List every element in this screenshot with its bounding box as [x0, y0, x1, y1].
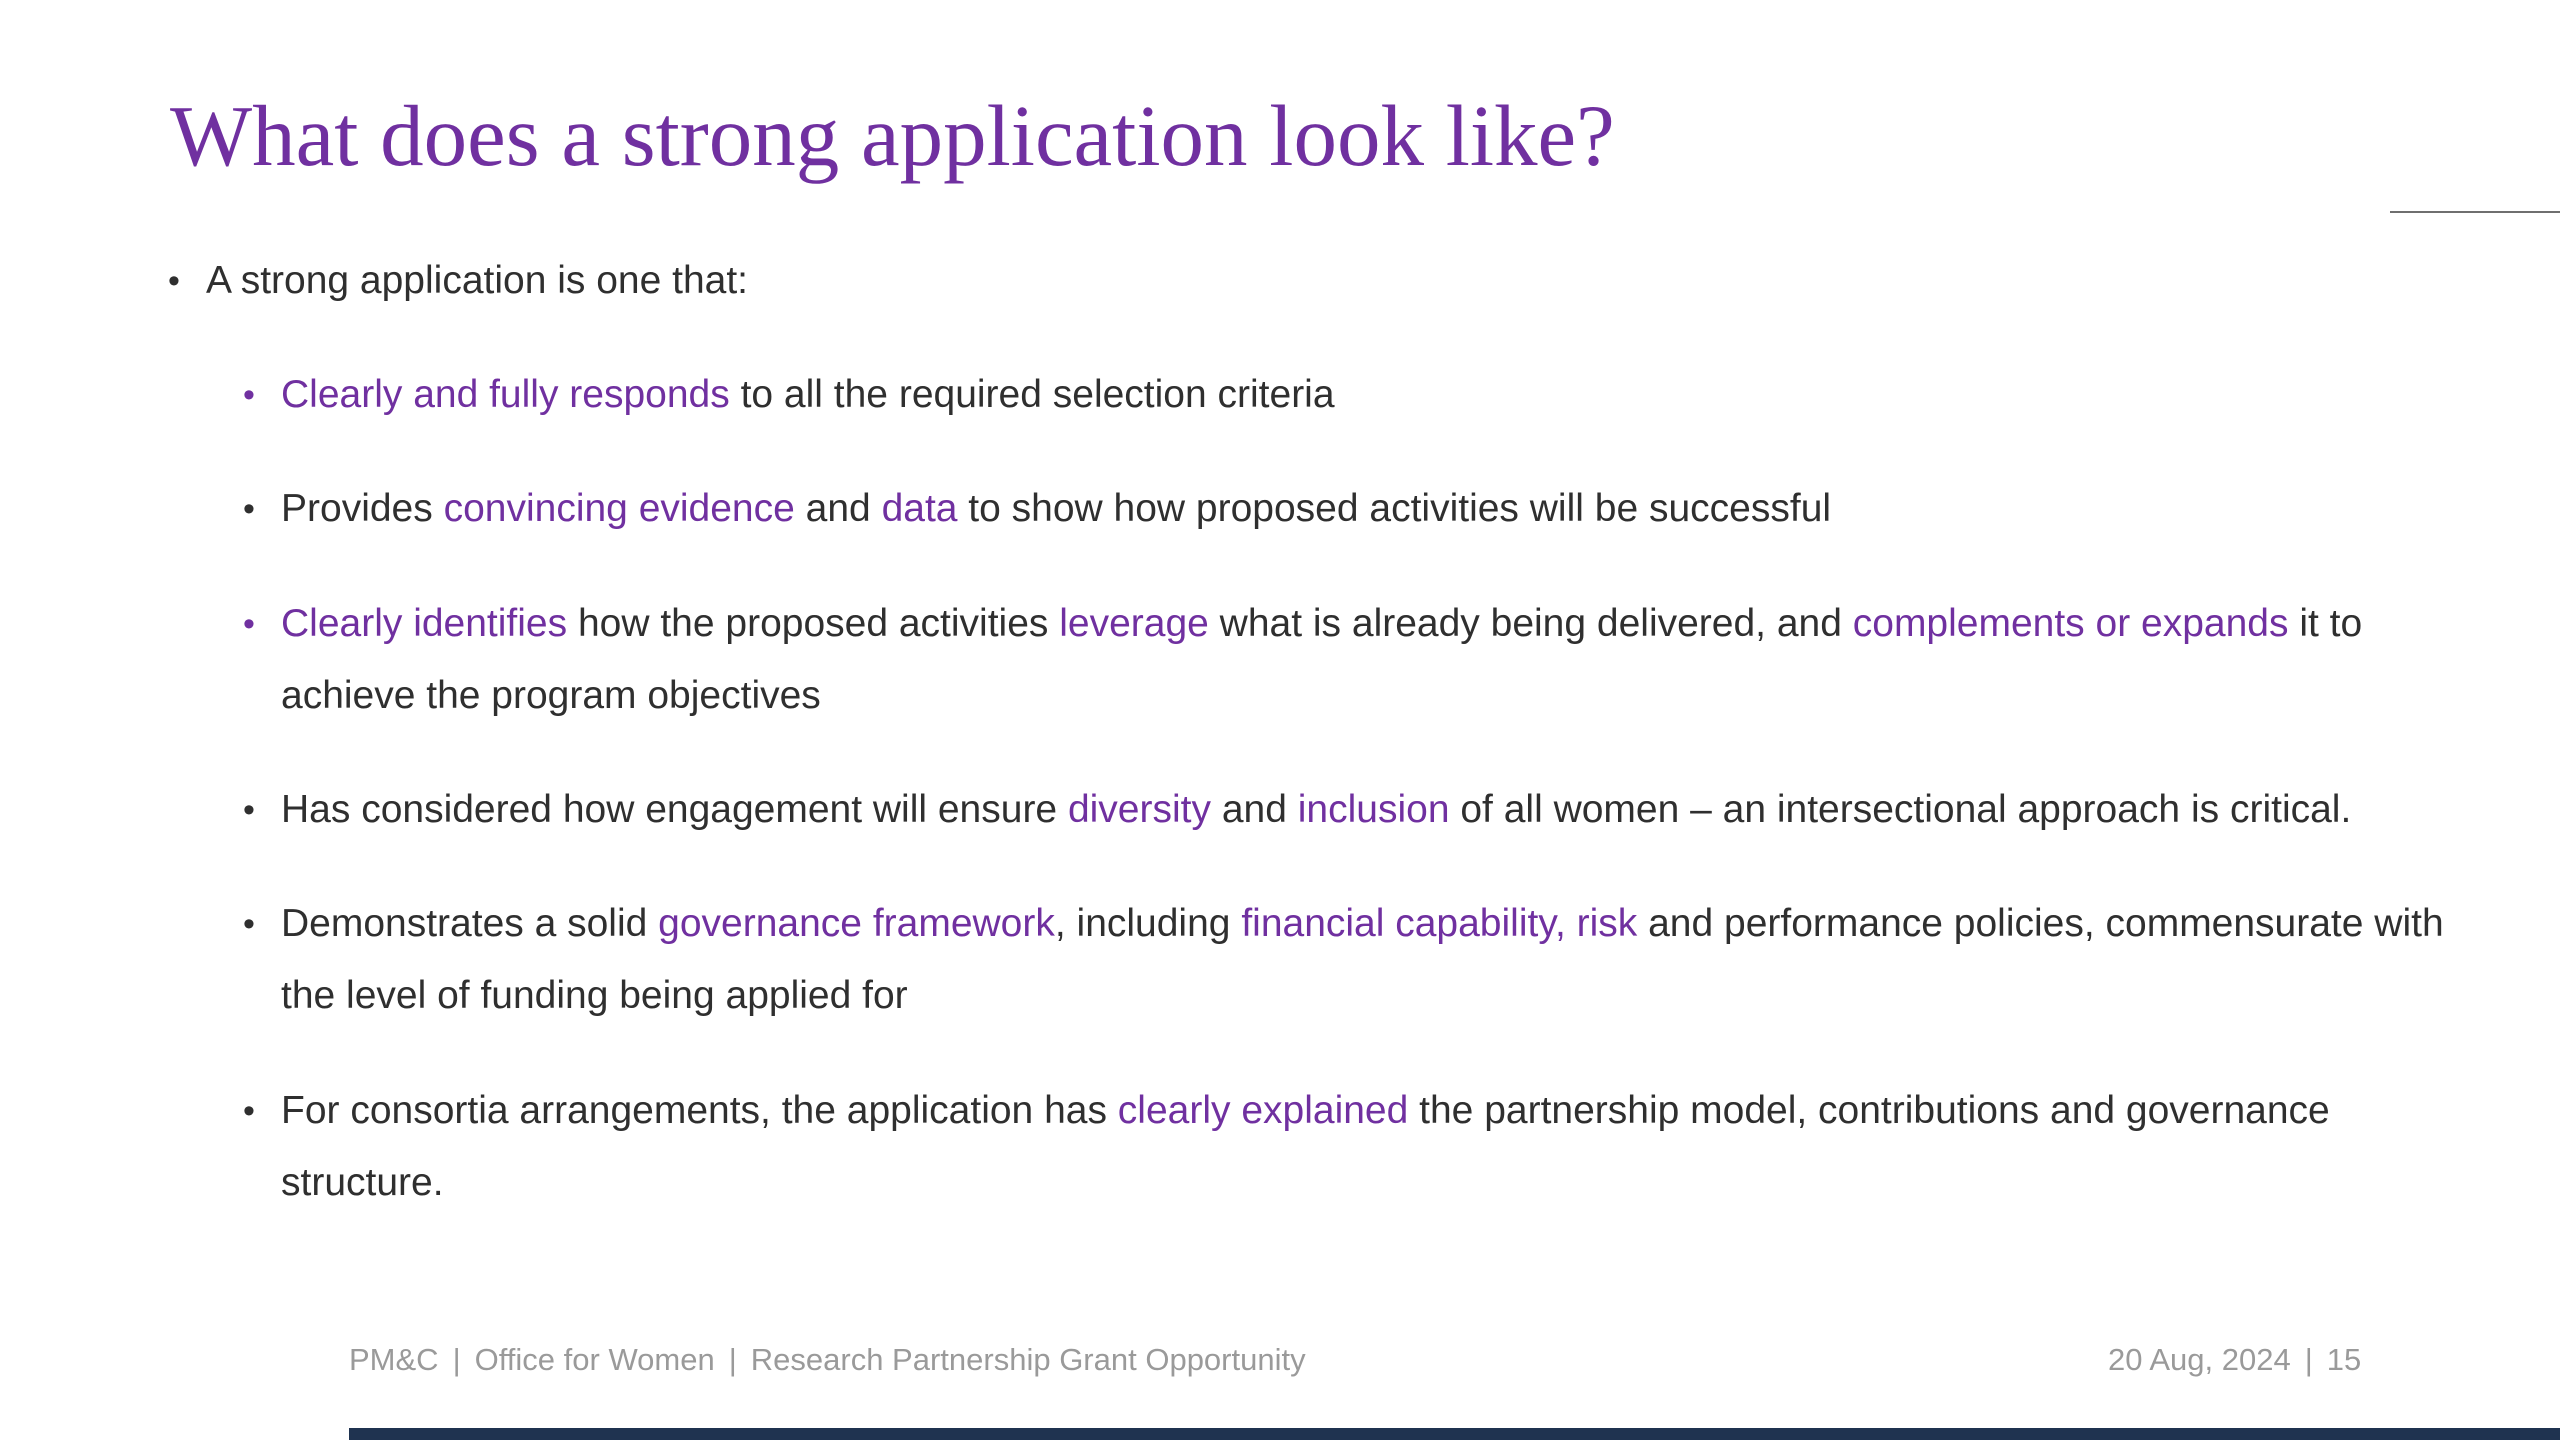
bullet-leverage — [243, 588, 2363, 660]
bullet-marker: • — [243, 490, 255, 528]
bullet-text: and — [1211, 788, 1298, 831]
bullet-intro — [168, 245, 749, 317]
bullet-evidence — [243, 473, 1832, 545]
footer-org: PM&C — [349, 1342, 439, 1377]
bullet-criteria — [243, 359, 1335, 431]
highlight-text: data — [881, 487, 958, 530]
bullet-governance-continued — [281, 960, 908, 1032]
bullet-text: and — [794, 487, 882, 530]
bullet-marker: • — [243, 605, 255, 643]
bullet-marker: • — [243, 791, 255, 829]
bullet-text: A strong application is one that: — [206, 259, 749, 302]
highlight-text: , — [1554, 902, 1577, 945]
bullet-text: what is already being delivered, and — [1208, 602, 1853, 645]
footer-date: 20 Aug, 2024 — [2108, 1342, 2291, 1377]
footer-separator: | — [728, 1342, 737, 1377]
bullet-marker: • — [243, 1092, 255, 1130]
highlight-text: complements or expands — [1852, 602, 2289, 645]
bullet-text: , including — [1054, 902, 1242, 945]
footer-left — [349, 1340, 1306, 1380]
highlight-text: Clearly identifies — [281, 602, 568, 645]
bullet-text: to all the required selection criteria — [729, 373, 1335, 416]
footer-office: Office for Women — [474, 1342, 715, 1377]
highlight-text: inclusion — [1297, 788, 1450, 831]
highlight-text: Clearly and fully responds — [281, 373, 730, 416]
bullet-text: structure. — [281, 1161, 444, 1204]
bullet-marker: • — [168, 262, 180, 300]
highlight-text: clearly explained — [1117, 1089, 1409, 1132]
highlight-text: financial capability — [1241, 902, 1555, 945]
bullet-text: achieve the program objectives — [281, 674, 821, 717]
footer-right — [2108, 1340, 2361, 1380]
highlight-text: convincing evidence — [443, 487, 795, 530]
footer-bar — [349, 1428, 2560, 1440]
highlight-text: risk — [1576, 902, 1638, 945]
highlight-text: governance framework — [658, 902, 1055, 945]
bullet-text: how the proposed activities — [567, 602, 1060, 645]
bullet-consortia-continued — [281, 1147, 444, 1219]
title-rule — [2390, 211, 2560, 213]
bullet-consortia — [243, 1075, 2330, 1147]
page-number: 15 — [2326, 1342, 2362, 1377]
footer-separator: | — [2304, 1342, 2313, 1377]
bullet-text: of all women – an intersectional approach is critical. — [1449, 788, 2352, 831]
bullet-text: it to — [2288, 602, 2363, 645]
bullet-text: to show how proposed activities will be successful — [957, 487, 1832, 530]
bullet-leverage-continued — [281, 660, 821, 732]
bullet-marker: • — [243, 905, 255, 943]
highlight-text: leverage — [1059, 602, 1209, 645]
bullet-text: the level of funding being applied for — [281, 974, 908, 1017]
highlight-text: diversity — [1067, 788, 1211, 831]
bullet-text: Demonstrates a solid — [281, 902, 659, 945]
bullet-text: For consortia arrangements, the application has — [281, 1089, 1118, 1132]
bullet-text: Provides — [281, 487, 444, 530]
footer-separator: | — [452, 1342, 461, 1377]
bullet-text: the partnership model, contributions and governance — [1408, 1089, 2330, 1132]
slide-title: What does a strong application look like? — [170, 87, 1615, 184]
footer-program: Research Partnership Grant Opportunity — [750, 1342, 1306, 1377]
bullet-text: and performance policies, commensurate with — [1637, 902, 2444, 945]
bullet-governance — [243, 888, 2444, 960]
bullet-text: Has considered how engagement will ensure — [281, 788, 1068, 831]
bullet-diversity — [243, 774, 2352, 846]
bullet-marker: • — [243, 376, 255, 414]
